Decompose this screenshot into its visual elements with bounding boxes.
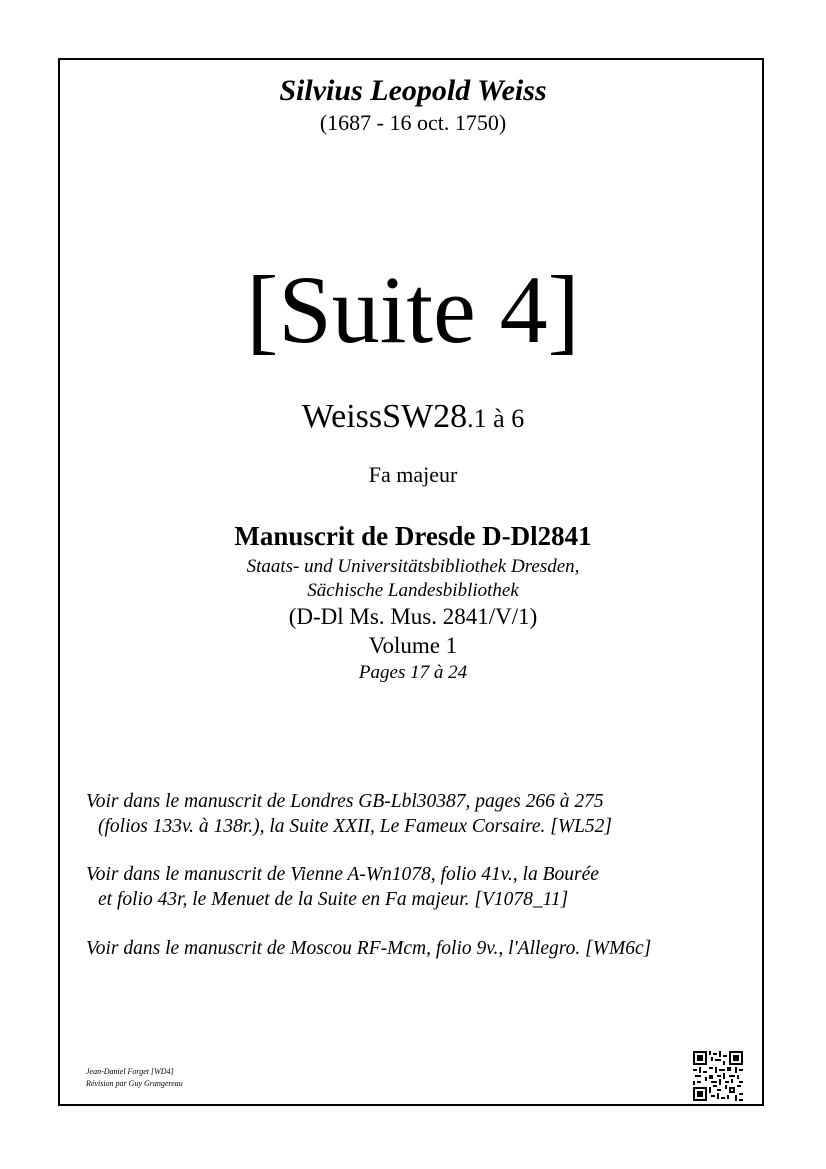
note-london-line-2: (folios 133v. à 138r.), la Suite XXII, Le Fameux Corsaire. [WL52]	[98, 816, 612, 837]
manuscript-title: Manuscrit de Dresde D-Dl2841	[234, 521, 592, 551]
note-vienna-line-2: et folio 43r, le Menuet de la Suite en Fa majeur. [V1078_11]	[98, 889, 569, 910]
library-line-1: Staats- und Universitätsbibliothek Dresden,	[246, 556, 580, 577]
credit-author: Jean-Daniel Forget [WD4]	[86, 1067, 174, 1076]
composer-dates: (1687 - 16 oct. 1750)	[319, 110, 507, 135]
catalog-main: WeissSW28	[301, 398, 468, 435]
catalog-number	[58, 398, 768, 436]
volume: Volume 1	[368, 633, 458, 658]
note-london-line-1: Voir dans le manuscrit de Londres GB-Lbl30387, pages 266 à 275	[86, 791, 604, 812]
shelfmark: (D-Dl Ms. Mus. 2841/V/1)	[288, 604, 538, 629]
page-range: Pages 17 à 24	[358, 662, 468, 683]
note-vienna-line-1: Voir dans le manuscrit de Vienne A-Wn1078, folio 41v., la Bourée	[86, 864, 599, 885]
library-line-2: Sächische Landesbibliothek	[307, 580, 519, 601]
qr-code-icon	[693, 1051, 743, 1101]
credit-revision: Révision par Guy Grangereau	[86, 1079, 183, 1088]
note-moscow: Voir dans le manuscrit de Moscou RF-Mcm, folio 9v., l'Allegro. [WM6c]	[86, 938, 652, 959]
composer-name: Silvius Leopold Weiss	[279, 74, 547, 107]
key-signature: Fa majeur	[368, 462, 458, 487]
catalog-suffix: .1 à 6	[467, 404, 525, 433]
page-title: [Suite 4]	[246, 256, 580, 363]
